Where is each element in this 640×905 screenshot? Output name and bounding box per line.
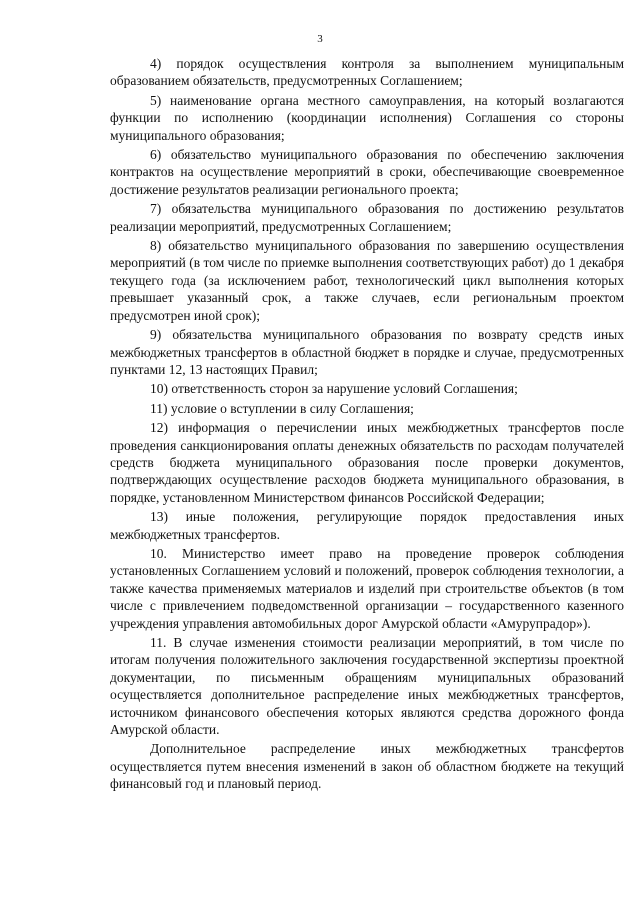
page-number: 3 — [317, 33, 323, 45]
paragraph-item-12: 12) информация о перечислении иных межбюджетных трансфертов после проведения санкционирования оплаты денежных обязательств по расходам получателей средств бюджета муниципального образования после проверки документов, подтверждающих осуществление расходов бюджета муниципального образования, в порядке, установленном Министерством финансов Российской Федерации; — [110, 420, 624, 505]
paragraph-clause-11: 11. В случае изменения стоимости реализации мероприятий, в том числе по итогам получения положительного заключения государственной экспертизы проектной документации, по письменным обращениям муниципальных образований осуществляется дополнительное распределение иных межбюджетных трансфертов, источником финансового обеспечения которых являются средства дорожного фонда Амурской области. — [110, 635, 624, 738]
paragraph-item-8: 8) обязательство муниципального образования по завершению осуществления мероприятий (в том числе по приемке выполнения соответствующих работ) до 1 декабря текущего года (за исключением работ, технологический цикл выполнения которых превышает указанный срок, а также случаев, если региональным проектом предусмотрен иной срок); — [110, 238, 624, 323]
paragraph-item-11: 11) условие о вступлении в силу Соглашения; — [150, 400, 414, 416]
paragraph-item-9: 9) обязательства муниципального образования по возврату средств иных межбюджетных трансфертов в областной бюджет в порядке и случае, предусмотренных пунктами 12, 13 настоящих Правил; — [110, 327, 624, 377]
paragraph-additional-distribution: Дополнительное распределение иных межбюджетных трансфертов осуществляется путем внесения изменений в закон об областном бюджете на текущий финансовый год и плановый период. — [110, 741, 624, 792]
paragraph-item-13: 13) иные положения, регулирующие порядок предоставления иных межбюджетных трансфертов. — [110, 509, 624, 542]
paragraph-item-5: 5) наименование органа местного самоуправления, на который возлагаются функции по исполнению (координации исполнения) Соглашения со стороны муниципального образования; — [110, 92, 624, 143]
paragraph-item-7: 7) обязательства муниципального образования по достижению результатов реализации мероприятий, предусмотренных Соглашением; — [110, 201, 624, 234]
paragraph-clause-10: 10. Министерство имеет право на проведение проверок соблюдения установленных Соглашением условий и положений, проверок соблюдения технологии, а также качества применяемых материалов и изделий при строительстве объектов (в том числе с привлечением подведомственной организации – государственного казенного учреждения управления автомобильных дорог Амурской области «Амурупрадор»). — [110, 545, 624, 631]
document-body — [110, 55, 624, 795]
paragraph-item-4: 4) порядок осуществления контроля за выполнением муниципальным образованием обязательств, предусмотренных Соглашением; — [110, 56, 624, 89]
paragraph-item-10: 10) ответственность сторон за нарушение условий Соглашения; — [150, 381, 518, 397]
paragraph-item-6: 6) обязательство муниципального образования по обеспечению заключения контрактов на осуществление мероприятий в сроки, обеспечивающие своевременное достижение результатов реализации регионального проекта; — [110, 147, 624, 197]
